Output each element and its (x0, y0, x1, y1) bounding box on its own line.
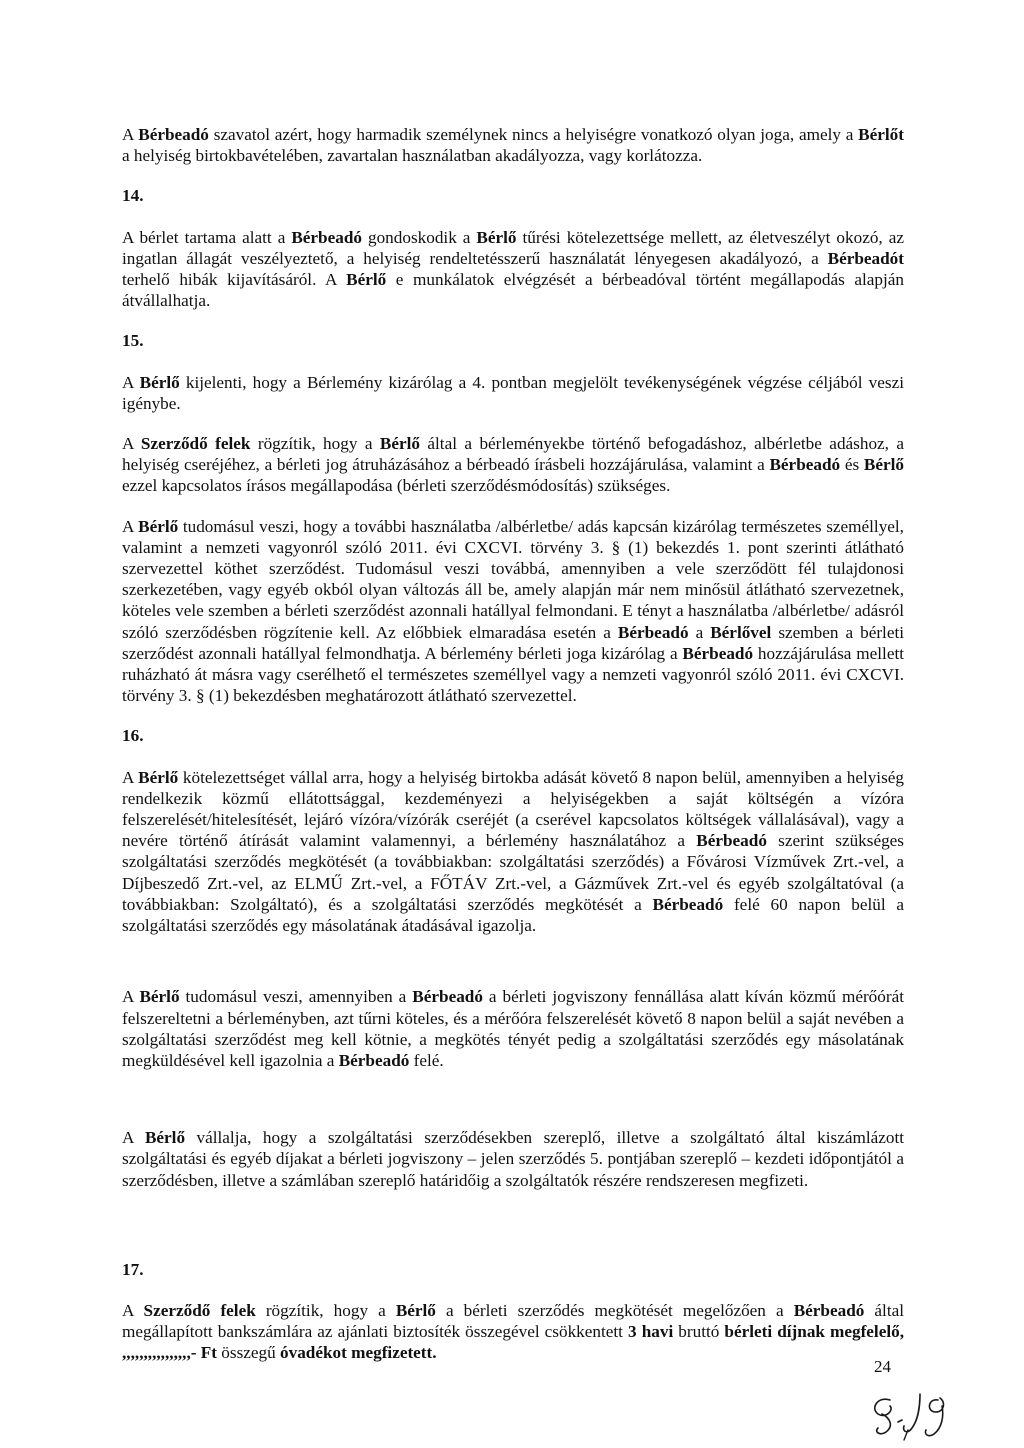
section-number: 14. (122, 186, 144, 206)
text-run: a (688, 622, 711, 642)
paragraph (122, 1300, 904, 1364)
text-run: tudomásul veszi, hogy a további használatba /albérletbe/ adás kapcsán kizárólag természetes személlyel, valamint a nemzeti vagyonról szóló 2011. évi CXCVI. törvény 3. § (1) bekezdés 1. pont szerinti átlátható szervezettel köthet szerződést. Tudomásul veszi továbbá, amennyiben a vele szerződött fél tulajdonosi szerkezetében, vagy egyéb okból olyan változás áll be, amely alapján már nem minősül átlátható szervezetnek, köteles vele szemben a bérleti szerződést azonnali hatállyal felmondani. E tényt a használatba /albérletbe/ adásról szóló szerződésben rögzítenie kell. Az előbbiek elmaradása esetén a (122, 516, 904, 642)
text-run: és (840, 455, 864, 475)
page-number: 24 (874, 1357, 891, 1376)
text-run: terhelő hibák kijavításáról. A (122, 270, 347, 290)
text-run: a bérleti jogviszony fennállása alatt kíván közmű mérőórát felszereltetni a bérleményben, azt tűrni köteles, és a mérőóra felszerelését követő 8 napon belül a saját nevében a szolgáltatási szerződést meg kell kötnie, a megkötés tényét pedig a szolgáltatási szerződés egy másolatának megküldésével kell igazolnia a (122, 987, 904, 1070)
bold-term: óvadékot megfizetett. (280, 1343, 437, 1363)
paragraph (122, 986, 904, 1071)
text-run: által megállapított bankszámlára az ajánlati biztosíték összegével csökkentett (122, 1300, 904, 1342)
section-number: 17. (122, 1259, 144, 1279)
bold-term: Bérbeadó (291, 227, 362, 247)
bold-term: Bérbeadó (412, 987, 483, 1007)
bold-term: Bérbeadó (652, 894, 724, 914)
bold-term: Bérbeadó (138, 125, 209, 144)
handwritten-initials-signature (868, 1386, 978, 1442)
bold-term: Szerződő felek (140, 434, 251, 454)
bold-term: Bérlő (395, 1300, 436, 1320)
text-run: felé 60 napon belül a szolgáltatási szerződés egy másolatának átadásával igazolja. (122, 894, 905, 936)
paragraph (122, 516, 904, 707)
bold-term: Bérlő (346, 270, 387, 290)
paragraph (122, 124, 904, 166)
bold-term: Bérbeadó (793, 1300, 865, 1320)
text-run: tudomásul veszi, amennyiben a (179, 987, 413, 1007)
text-run: rögzítik, hogy a (250, 434, 380, 454)
text-run: A (122, 434, 141, 454)
text-run: A bérlet tartama alatt a (122, 227, 292, 247)
bold-term: Bérbeadó (338, 1050, 410, 1070)
text-run: rögzítik, hogy a (255, 1300, 396, 1320)
paragraph (122, 433, 904, 497)
text-run: tűrési kötelezettsége mellett, az életveszélyt okozó, az ingatlan állagát veszélyeztető, a helyiség rendeltetésszerű használatát lényegesen akadályozó, a (122, 227, 904, 268)
bold-term: Bérbeadót (827, 248, 904, 268)
text-run: A (122, 1300, 144, 1320)
bold-term: Bérbeadó (769, 455, 841, 475)
text-run: szemben a bérleti szerződést azonnali hatállyal felmondhatja. A bérlemény bérleti joga kizárólag a (122, 622, 904, 663)
bold-term: Bérlő (379, 434, 420, 454)
bold-term: bérleti díjnak megfelelő, ,,,,,,,,,,,,,,,,- Ft (122, 1322, 905, 1363)
text-run: A (122, 516, 139, 536)
text-run: hozzájárulása mellett ruházható át másra vagy cserélhető el természetes személlyel vagy a nemzeti vagyonról szóló 2011. évi CXCVI. törvény 3. § (1) bekezdésben meghatározott átlátható szervezettel. (122, 643, 904, 706)
bold-term: Bérlőt (858, 125, 904, 144)
paragraph (122, 1127, 904, 1191)
bold-term: Szerződő felek (143, 1300, 256, 1320)
text-run: e munkálatok elvégzését a bérbeadóval történt megállapodás alapján átvállalhatja. (122, 270, 904, 311)
text-run: A (122, 1128, 145, 1148)
text-run: szavatol azért, hogy harmadik személynek nincs a helyiségre vonatkozó olyan joga, amely a (208, 125, 859, 144)
text-run: bruttó (673, 1322, 725, 1342)
text-run: által a bérleményekbe történő befogadáshoz, albérletbe adáshoz, a helyiség cseréjéhez, a bérleti jog átruházásához a bérbeadó írásbeli hozzájárulása, valamint a (122, 434, 905, 475)
text-run: szerint szükséges szolgáltatási szerződés megkötését (a továbbiakban: szolgáltatási szerződés) a Fővárosi Vízművek Zrt.-vel, a Díjbeszedő Zrt.-vel, az ELMŰ Zrt.-vel, a FŐTÁV Zrt.-vel, a Gázművek Zrt.-vel és egyéb szolgáltatóval (a továbbiakban: Szolgáltató), és a szolgáltatási szerződés megkötését a (122, 831, 904, 914)
paragraph (122, 227, 904, 312)
section-number: 15. (122, 331, 144, 351)
text-run: ezzel kapcsolatos írásos megállapodása (bérleti szerződésmódosítás) szükséges. (122, 476, 671, 496)
bold-term: Bérlő (139, 987, 180, 1007)
bold-term: Bérlő (138, 516, 179, 536)
text-run: A (122, 987, 140, 1007)
text-run: A (122, 125, 139, 144)
bold-term: Bérbeadó (696, 831, 767, 851)
text-run: kijelenti, hogy a Bérlemény kizárólag a 4. pontban megjelölt tevékenységének végzése céljából veszi igénybe. (122, 372, 904, 413)
text-run: a bérleti szerződés megkötését megelőzően a (435, 1300, 794, 1320)
text-run: összegű (217, 1343, 281, 1363)
bold-term: Bérlő (139, 372, 180, 392)
text-run: felé. (409, 1050, 444, 1070)
text-run: kötelezettséget vállal arra, hogy a helyiség birtokba adását követő 8 napon belül, amennyiben a helyiség rendelkezik közmű ellátottsággal, kezdeményezi a helyiségekben a saját költségén a vízóra felszerelését/hitelesítését, lejáró vízóra/vízórák cseréjét (a cserével kapcsolatos költségek vállalásával), vagy a nevére történő átírását valamint valamennyi, a bérlemény használatához a (122, 767, 904, 851)
paragraph (122, 767, 904, 937)
bold-term: Bérlő (144, 1128, 186, 1148)
bold-term: Bérlővel (710, 622, 772, 642)
section-number: 16. (122, 726, 144, 746)
text-run: gondoskodik a (361, 227, 477, 247)
text-run: A (122, 372, 140, 392)
bold-term: Bérlő (476, 227, 517, 247)
paragraph (122, 372, 904, 414)
document-body (122, 124, 904, 1383)
bold-term: Bérbeadó (617, 622, 689, 642)
bold-term: Bérlő (863, 455, 904, 475)
bold-term: Bérbeadó (682, 643, 754, 663)
text-run: vállalja, hogy a szolgáltatási szerződésekben szereplő, illetve a szolgáltató által kiszámlázott szolgáltatási és egyéb díjakat a bérleti jogviszony – jelen szerződés 5. pontjában szereplő – kezdeti időpontjától a szerződésben, illetve a számlában szereplő határidőig a szolgáltatók részére rendszeresen megfizeti. (122, 1128, 905, 1190)
text-run: A (122, 767, 139, 787)
bold-term: 3 havi (628, 1322, 674, 1342)
bold-term: Bérlő (138, 767, 179, 787)
text-run: a helyiség birtokbavételében, zavartalan használatban akadályozza, vagy korlátozza. (122, 146, 703, 166)
